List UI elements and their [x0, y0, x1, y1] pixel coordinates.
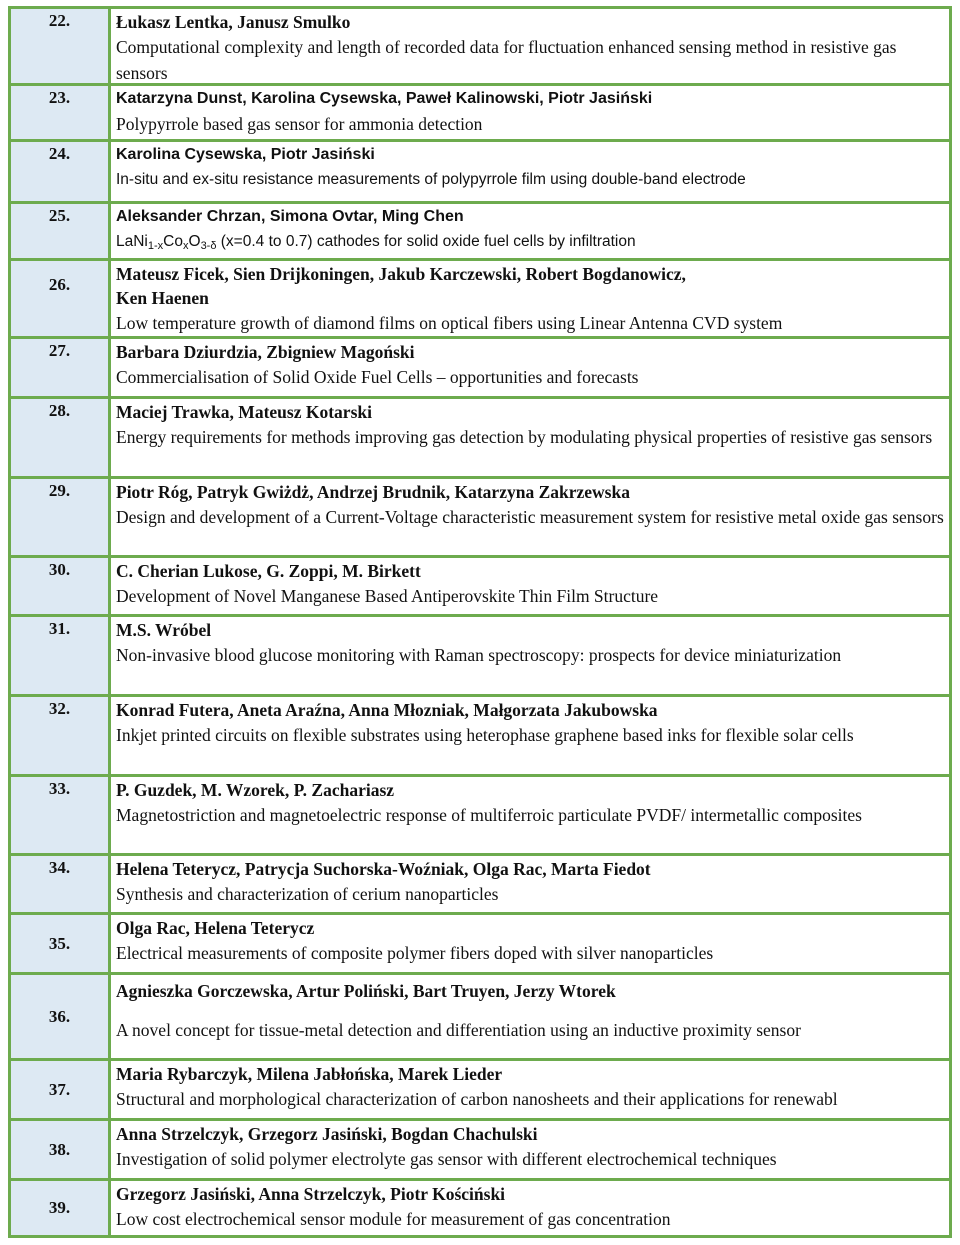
entry-number: 36.	[11, 975, 111, 1058]
table-row	[8, 476, 952, 555]
entry-title: In-situ and ex-situ resistance measurements of polypyrrole film using double-band electrode	[116, 171, 746, 188]
entry-title: Computational complexity and length of recorded data for fluctuation enhanced sensing method in resistive gas sensors	[116, 37, 897, 83]
entry-content	[111, 1181, 949, 1235]
entry-number: 37.	[11, 1061, 111, 1118]
entry-number: 34.	[11, 856, 111, 912]
entry-authors: M.S. Wróbel	[116, 620, 212, 640]
entry-content	[111, 86, 949, 139]
entry-title: Synthesis and characterization of cerium nanoparticles	[116, 884, 499, 904]
table-row	[8, 1118, 952, 1178]
table-row	[8, 774, 952, 853]
entry-authors: Aleksander Chrzan, Simona Ovtar, Ming Chen	[116, 208, 464, 225]
table-row	[8, 336, 952, 396]
entry-number: 30.	[11, 558, 111, 614]
entry-number: 27.	[11, 339, 111, 396]
entry-number: 23.	[11, 86, 111, 139]
table-row	[8, 614, 952, 694]
entry-authors: Maciej Trawka, Mateusz Kotarski	[116, 402, 372, 422]
entry-content	[111, 399, 949, 476]
entry-authors: Konrad Futera, Aneta Araźna, Anna Młozniak, Małgorzata Jakubowska	[116, 700, 658, 720]
entry-content	[111, 261, 949, 336]
table-row	[8, 139, 952, 201]
entry-authors: C. Cherian Lukose, G. Zoppi, M. Birkett	[116, 561, 421, 581]
entry-authors: Barbara Dziurdzia, Zbigniew Magoński	[116, 342, 415, 362]
entry-number: 29.	[11, 479, 111, 555]
entry-number: 33.	[11, 777, 111, 853]
entry-title: Energy requirements for methods improving gas detection by modulating physical properties of resistive gas sensors	[116, 427, 933, 447]
entry-authors: Helena Teterycz, Patrycja Suchorska-Woźniak, Olga Rac, Marta Fiedot	[116, 859, 651, 879]
table-row	[8, 912, 952, 972]
entry-content	[111, 204, 949, 258]
entry-authors: Agnieszka Gorczewska, Artur Poliński, Bart Truyen, Jerzy Wtorek	[116, 981, 616, 1001]
entry-number: 32.	[11, 697, 111, 774]
entry-content	[111, 915, 949, 972]
table-row	[8, 555, 952, 614]
entry-title: A novel concept for tissue-metal detection and differentiation using an inductive proximity sensor	[116, 1020, 801, 1040]
entry-number: 38.	[11, 1121, 111, 1178]
table-row	[8, 1058, 952, 1118]
table-row	[8, 972, 952, 1058]
entry-title: Magnetostriction and magnetoelectric response of multiferroic particulate PVDF/ intermetallic composites	[116, 805, 862, 825]
table-row	[8, 201, 952, 258]
entry-authors: Olga Rac, Helena Teterycz	[116, 918, 315, 938]
entry-content	[111, 617, 949, 694]
entry-number: 28.	[11, 399, 111, 476]
table-row	[8, 853, 952, 912]
entry-title: Electrical measurements of composite polymer fibers doped with silver nanoparticles	[116, 943, 714, 963]
entry-authors: Katarzyna Dunst, Karolina Cysewska, Paweł Kalinowski, Piotr Jasiński	[116, 90, 653, 107]
entry-title: Investigation of solid polymer electrolyte gas sensor with different electrochemical techniques	[116, 1149, 777, 1169]
entry-content	[111, 1061, 949, 1118]
entry-number: 31.	[11, 617, 111, 694]
table-row	[8, 396, 952, 476]
entry-authors: Maria Rybarczyk, Milena Jabłońska, Marek Lieder	[116, 1064, 503, 1084]
entry-title: Design and development of a Current-Voltage characteristic measurement system for resistive metal oxide gas sensors	[116, 507, 944, 527]
entry-content	[111, 975, 949, 1058]
entry-content	[111, 697, 949, 774]
entry-title: Low cost electrochemical sensor module for measurement of gas concentration	[116, 1209, 671, 1229]
entry-content	[111, 9, 949, 83]
entry-content	[111, 479, 949, 555]
entry-authors: Anna Strzelczyk, Grzegorz Jasiński, Bogdan Chachulski	[116, 1124, 538, 1144]
entry-number: 26.	[11, 261, 111, 336]
entry-title: $LaNi_{1-x}Co_xO_{3-\delta}$ (x=0.4 to 0.7) cathodes for solid oxide fuel cells by infiltration	[116, 233, 636, 252]
table-row	[8, 6, 952, 83]
table-row	[8, 258, 952, 336]
entry-authors: Piotr Róg, Patryk Gwiżdż, Andrzej Brudnik, Katarzyna Zakrzewska	[116, 482, 630, 502]
entry-content	[111, 856, 949, 912]
entry-number: 22.	[11, 9, 111, 83]
entry-authors-line-2: Ken Haenen	[116, 288, 209, 308]
entry-number: 39.	[11, 1181, 111, 1235]
entry-title: Low temperature growth of diamond films on optical fibers using Linear Antenna CVD system	[116, 313, 783, 333]
entry-content	[111, 777, 949, 853]
entry-title: Inkjet printed circuits on flexible substrates using heterophase graphene based inks for flexible solar cells	[116, 725, 854, 745]
table-row	[8, 1178, 952, 1238]
entry-number: 35.	[11, 915, 111, 972]
entry-authors: Karolina Cysewska, Piotr Jasiński	[116, 146, 375, 163]
entry-title: Structural and morphological characterization of carbon nanosheets and their applications for renewabl	[116, 1089, 838, 1109]
entry-authors: Grzegorz Jasiński, Anna Strzelczyk, Piotr Kościński	[116, 1184, 506, 1204]
entry-content	[111, 142, 949, 201]
entry-title: Commercialisation of Solid Oxide Fuel Cells – opportunities and forecasts	[116, 367, 639, 387]
entry-number: 25.	[11, 204, 111, 258]
table-row	[8, 83, 952, 139]
entry-content	[111, 339, 949, 396]
entry-number: 24.	[11, 142, 111, 201]
entry-title: Polypyrrole based gas sensor for ammonia detection	[116, 114, 483, 134]
entry-title: Development of Novel Manganese Based Antiperovskite Thin Film Structure	[116, 586, 659, 606]
entry-content	[111, 1121, 949, 1178]
entry-authors: P. Guzdek, M. Wzorek, P. Zachariasz	[116, 780, 395, 800]
papers-table	[8, 6, 952, 1238]
entry-authors: Łukasz Lentka, Janusz Smulko	[116, 12, 351, 32]
entry-title: Non-invasive blood glucose monitoring with Raman spectroscopy: prospects for device miniaturization	[116, 645, 842, 665]
entry-authors-line-1: Mateusz Ficek, Sien Drijkoningen, Jakub Karczewski, Robert Bogdanowicz,	[116, 264, 686, 284]
table-row	[8, 694, 952, 774]
entry-content	[111, 558, 949, 614]
